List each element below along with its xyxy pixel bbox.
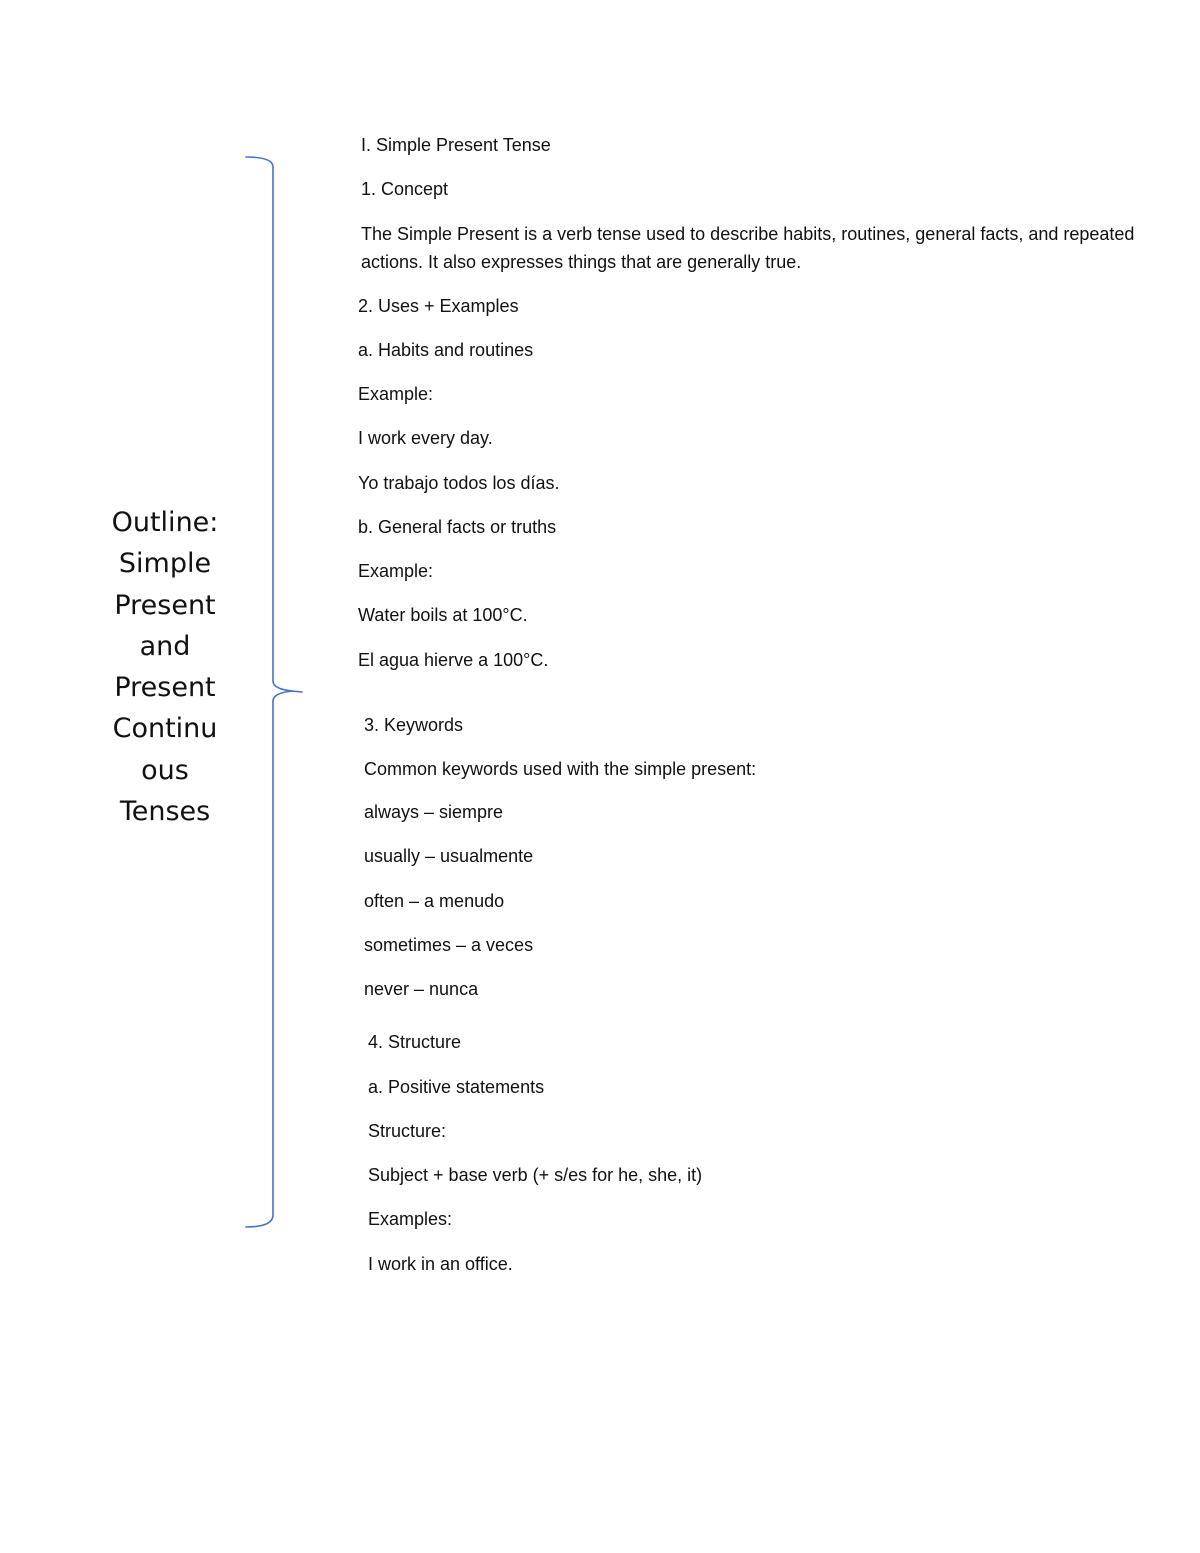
example-spanish: Yo trabajo todos los días.: [358, 473, 560, 493]
keyword-item: usually – usualmente: [364, 846, 534, 866]
outline-title-line: Outline:: [111, 507, 219, 538]
example-label: Example:: [358, 384, 434, 404]
keyword-item: sometimes – a veces: [364, 935, 534, 955]
example-sentence: I work in an office.: [368, 1254, 513, 1274]
outline-title-line: and: [139, 630, 191, 662]
structure-heading: 4. Structure: [368, 1032, 462, 1052]
outline-title: [96, 502, 234, 832]
outline-title-line: Continu: [112, 713, 218, 745]
use-b-heading: b. General facts or truths: [358, 517, 557, 537]
outline-title-line: Present: [114, 672, 216, 704]
keywords-intro: Common keywords used with the simple present:: [364, 759, 757, 779]
keyword-item: never – nunca: [364, 979, 479, 999]
right-brace-bracket: [240, 150, 310, 1235]
example-english: I work every day.: [358, 428, 493, 448]
examples-label: Examples:: [368, 1209, 453, 1229]
structure-label: Structure:: [368, 1121, 447, 1141]
concept-heading: 1. Concept: [361, 179, 449, 199]
keywords-heading: 3. Keywords: [364, 715, 464, 735]
outline-title-line: Simple: [118, 548, 212, 580]
keyword-item: always – siempre: [364, 802, 504, 822]
outline-title-line: Present: [114, 589, 216, 621]
example-spanish: El agua hierve a 100°C.: [358, 650, 549, 670]
structure-a-heading: a. Positive statements: [368, 1077, 545, 1097]
uses-heading: 2. Uses + Examples: [358, 296, 519, 316]
example-english: Water boils at 100°C.: [358, 605, 528, 625]
use-a-heading: a. Habits and routines: [358, 340, 534, 360]
section-heading: I. Simple Present Tense: [361, 135, 551, 155]
keyword-item: often – a menudo: [364, 891, 505, 911]
outline-title-line: ous: [141, 754, 189, 786]
concept-paragraph: The Simple Present is a verb tense used to describe habits, routines, general facts, and repeated actions. It also expresses things that are generally true.: [361, 224, 1135, 272]
outline-title-line: Tenses: [119, 796, 211, 828]
example-label: Example:: [358, 561, 434, 581]
structure-formula: Subject + base verb (+ s/es for he, she, it): [368, 1165, 703, 1185]
